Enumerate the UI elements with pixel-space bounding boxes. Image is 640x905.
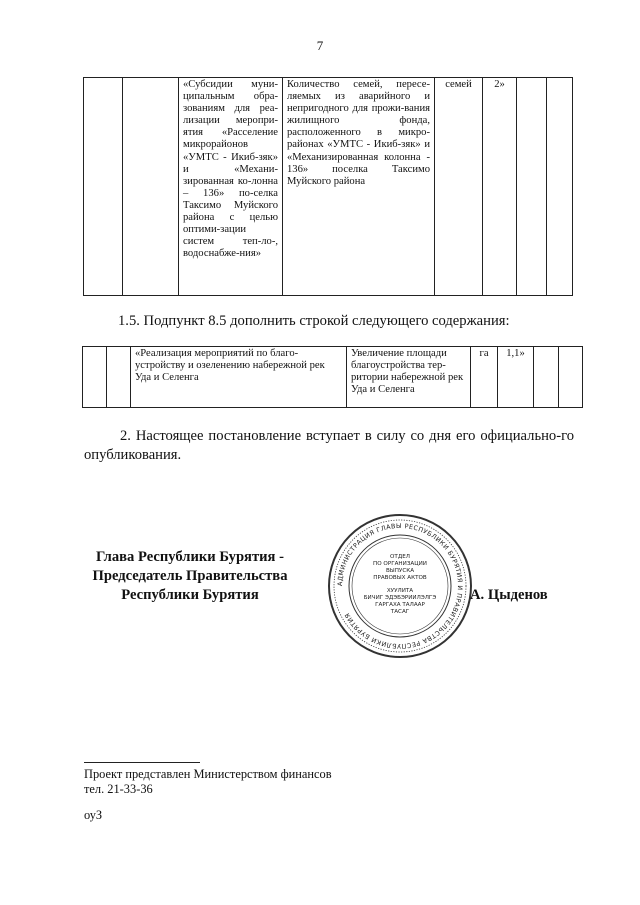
signatory-title-line: Республики Бурятия <box>121 587 259 603</box>
footnote-prepared-by: Проект представлен Министерством финансов <box>84 767 332 781</box>
subsection-8-5-table <box>82 346 583 408</box>
signatory-title-line: Председатель Правительства <box>92 568 288 584</box>
svg-text:ВЫПУСКА: ВЫПУСКА <box>385 568 415 574</box>
value-cell: 2» <box>483 78 517 296</box>
svg-text:АДМИНИСТРАЦИЯ ГЛАВЫ РЕСПУБЛИКИ: АДМИНИСТРАЦИЯ ГЛАВЫ РЕСПУБЛИКИ БУРЯТИЯ И ПРАВИТЕЛЬСТВА РЕСПУБЛИКИ БУРЯТИЯ <box>335 521 465 651</box>
table-cell-empty <box>534 347 559 408</box>
table-row <box>84 78 573 296</box>
paragraph-1-5: 1.5. Подпункт 8.5 дополнить строкой следующего содержания: <box>118 313 510 329</box>
footnote-divider <box>84 762 200 763</box>
signatory-title <box>60 548 320 605</box>
indicator-cell: Увеличение площади благоустройства тер-ритории набережной рек Уда и Селенга <box>347 347 471 408</box>
paragraph-2: 2. Настоящее постановление вступает в силу со дня его официально-го опубликования. <box>84 428 574 463</box>
signatory-title-line: Глава Республики Бурятия - <box>96 549 284 565</box>
svg-text:ГАРГАХА ТАЛААР: ГАРГАХА ТАЛААР <box>375 602 425 608</box>
svg-text:ПРАВОВЫХ АКТОВ: ПРАВОВЫХ АКТОВ <box>373 575 427 581</box>
value-cell: 1,1» <box>498 347 534 408</box>
table-cell-empty <box>517 78 547 296</box>
unit-cell: семей <box>435 78 483 296</box>
table-cell-empty <box>559 347 583 408</box>
svg-text:ХУУЛИТА: ХУУЛИТА <box>386 588 414 594</box>
program-table-continuation <box>83 77 573 296</box>
table-cell-empty <box>547 78 573 296</box>
svg-text:ПО ОРГАНИЗАЦИИ: ПО ОРГАНИЗАЦИИ <box>373 561 427 567</box>
page-number: 7 <box>316 38 324 53</box>
table-cell-empty <box>83 347 107 408</box>
svg-text:ОТДЕЛ: ОТДЕЛ <box>390 554 410 560</box>
table-cell-empty <box>123 78 179 296</box>
indicator-cell: Количество семей, пересе-ляемых из аварийного и непригодного для прожи-вания жилищного фонда, расположенного в микро-районах «УМТС - Икиб-зяк» и «Механизированная колонна - 136» поселка Таксимо Муйского района <box>283 78 435 296</box>
svg-text:ТАСАГ: ТАСАГ <box>390 609 410 615</box>
footnote-code: оуЗ <box>84 808 103 822</box>
unit-cell: га <box>471 347 498 408</box>
table-cell-empty <box>84 78 123 296</box>
svg-text:БИЧИГ ЭДЭБЭРИИЛЭЛГЭ: БИЧИГ ЭДЭБЭРИИЛЭЛГЭ <box>363 595 437 601</box>
official-seal <box>327 513 473 659</box>
program-name-cell: «Субсидии муни-ципальным обра-зованиям для реа-лизации меропри-ятия «Расселение микрорайонов «УМТС - Икиб-зяк» и «Механи-зированная ко-лонна – 136» по-селка Таксимо Муйского района с целью оптими-зации систем теп-ло-, водоснабже-ния» <box>179 78 283 296</box>
table-row <box>83 347 583 408</box>
footnote-phone: тел. 21-33-36 <box>84 782 153 796</box>
table-cell-empty <box>107 347 131 408</box>
signatory-name: А. Цыденов <box>470 587 548 603</box>
program-name-cell: «Реализация мероприятий по благо-устройству и озеленению набережной рек Уда и Селенга <box>131 347 347 408</box>
